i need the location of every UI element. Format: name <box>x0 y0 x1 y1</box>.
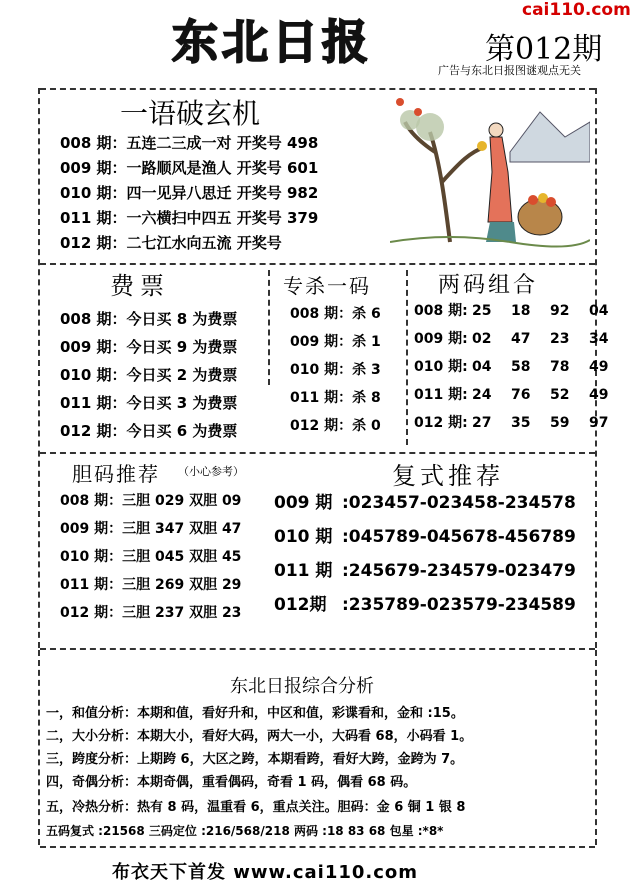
fee-title: 费票 <box>110 272 170 300</box>
illustration-person-picking-fruit <box>390 92 590 257</box>
bold-pick-title: 胆码推荐 <box>72 462 160 486</box>
kill-row: 008 期：杀 6 <box>290 306 381 322</box>
pairs-label: 012 期: <box>414 415 468 431</box>
compound-label: 012期 <box>274 595 327 615</box>
riddle-row: 012 期：二七江水向五流 开奖号 <box>60 234 282 252</box>
divider-v1 <box>268 270 270 385</box>
pair-number: 49 <box>589 387 609 403</box>
riddle-row: 008 期：五连二三成一对 开奖号 498 <box>60 134 319 152</box>
pair-number: 92 <box>550 303 570 319</box>
compound-value: :045789-045678-456789 <box>342 527 576 547</box>
pairs-label: 009 期: <box>414 331 468 347</box>
kill-row: 012 期：杀 0 <box>290 418 381 434</box>
analysis-row: 二，大小分析：本期大小，看好大码，两大一小，大码看 68，小码看 1。 <box>46 729 473 744</box>
divider-2 <box>40 452 595 454</box>
divider-1 <box>40 263 595 265</box>
pair-number: 97 <box>589 415 609 431</box>
analysis-title: 东北日报综合分析 <box>230 676 374 697</box>
analysis-row: 五码复式 :21568 三码定位 :216/568/218 两码 :18 83 68 包星 :*8* <box>46 824 444 838</box>
pair-number: 47 <box>511 331 531 347</box>
bold-pick-note: （小心参考） <box>178 465 244 478</box>
fee-row: 008 期：今日买 8 为费票 <box>60 310 238 328</box>
pairs-row <box>414 328 628 348</box>
pairs-label: 011 期: <box>414 387 468 403</box>
pair-number: 59 <box>550 415 570 431</box>
pair-number: 78 <box>550 359 570 375</box>
divider-3 <box>40 648 595 650</box>
analysis-bottom <box>40 846 595 848</box>
issue-number: 第012期 <box>485 32 603 67</box>
newspaper-logo: 东北日报 <box>172 15 372 69</box>
compound-row <box>274 522 576 547</box>
compound-title: 复式推荐 <box>392 462 504 490</box>
divider-v2 <box>406 270 408 445</box>
compound-value: :235789-023579-234589 <box>342 595 576 615</box>
kill-row: 009 期：杀 1 <box>290 334 381 350</box>
pairs-row <box>414 412 628 432</box>
pair-number: 34 <box>589 331 609 347</box>
compound-row <box>274 488 576 513</box>
analysis-row: 五，冷热分析：热有 8 码，温重看 6，重点关注。胆码：金 6 铜 1 银 8 <box>46 800 466 815</box>
pair-number: 02 <box>472 331 492 347</box>
bold-pick-row: 010 期：三胆 045 双胆 45 <box>60 549 242 565</box>
riddle-title: 一语破玄机 <box>120 97 261 130</box>
compound-label: 010 期 <box>274 527 333 547</box>
kill-row: 010 期：杀 3 <box>290 362 381 378</box>
compound-value: :245679-234579-023479 <box>342 561 576 581</box>
pairs-title: 两码组合 <box>438 273 539 298</box>
compound-value: :023457-023458-234578 <box>342 493 576 513</box>
bold-pick-row: 011 期：三胆 269 双胆 29 <box>60 577 242 593</box>
bold-pick-row: 009 期：三胆 347 双胆 47 <box>60 521 242 537</box>
pairs-label: 010 期: <box>414 359 468 375</box>
analysis-row: 三，跨度分析：上期跨 6，大区之跨，本期看跨，看好大跨，金跨为 7。 <box>46 752 464 767</box>
left-border <box>38 88 40 648</box>
pairs-row <box>414 356 628 376</box>
fee-row: 012 期：今日买 6 为费票 <box>60 422 238 440</box>
site-url[interactable]: cai110.com <box>522 0 631 20</box>
pair-number: 35 <box>511 415 531 431</box>
compound-row <box>274 556 576 581</box>
fee-row: 010 期：今日买 2 为费票 <box>60 366 238 384</box>
analysis-left <box>38 650 40 845</box>
pair-number: 52 <box>550 387 570 403</box>
pairs-label: 008 期: <box>414 303 468 319</box>
pair-number: 24 <box>472 387 492 403</box>
pair-number: 18 <box>511 303 531 319</box>
fee-row: 009 期：今日买 9 为费票 <box>60 338 238 356</box>
pair-number: 58 <box>511 359 531 375</box>
pair-number: 25 <box>472 303 492 319</box>
analysis-right <box>595 650 597 845</box>
top-border <box>40 88 595 90</box>
pair-number: 04 <box>589 303 609 319</box>
pair-number: 04 <box>472 359 492 375</box>
compound-label: 009 期 <box>274 493 333 513</box>
pair-number: 76 <box>511 387 531 403</box>
analysis-row: 一，和值分析：本期和值，看好升和，中区和值，彩谍看和，金和 :15。 <box>46 706 464 721</box>
bold-pick-row: 008 期：三胆 029 双胆 09 <box>60 493 242 509</box>
analysis-row: 四，奇偶分析：本期奇偶，重看偶码，奇看 1 码，偶看 68 码。 <box>46 775 417 790</box>
compound-label: 011 期 <box>274 561 333 581</box>
kill-title: 专杀一码 <box>283 274 371 298</box>
riddle-row: 010 期：四一见异八思迁 开奖号 982 <box>60 184 319 202</box>
compound-row <box>274 590 576 615</box>
pair-number: 23 <box>550 331 570 347</box>
riddle-row: 011 期：一六横扫中四五 开奖号 379 <box>60 209 319 227</box>
disclaimer: 广告与东北日报图谜观点无关 <box>438 64 581 77</box>
pair-number: 27 <box>472 415 492 431</box>
bold-pick-row: 012 期：三胆 237 双胆 23 <box>60 605 242 621</box>
riddle-row: 009 期：一路顺风是渔人 开奖号 601 <box>60 159 319 177</box>
pair-number: 49 <box>589 359 609 375</box>
footer-text[interactable]: 布衣天下首发 www.cai110.com <box>112 862 419 883</box>
fee-row: 011 期：今日买 3 为费票 <box>60 394 238 412</box>
pairs-row <box>414 300 628 320</box>
kill-row: 011 期：杀 8 <box>290 390 381 406</box>
pairs-row <box>414 384 628 404</box>
